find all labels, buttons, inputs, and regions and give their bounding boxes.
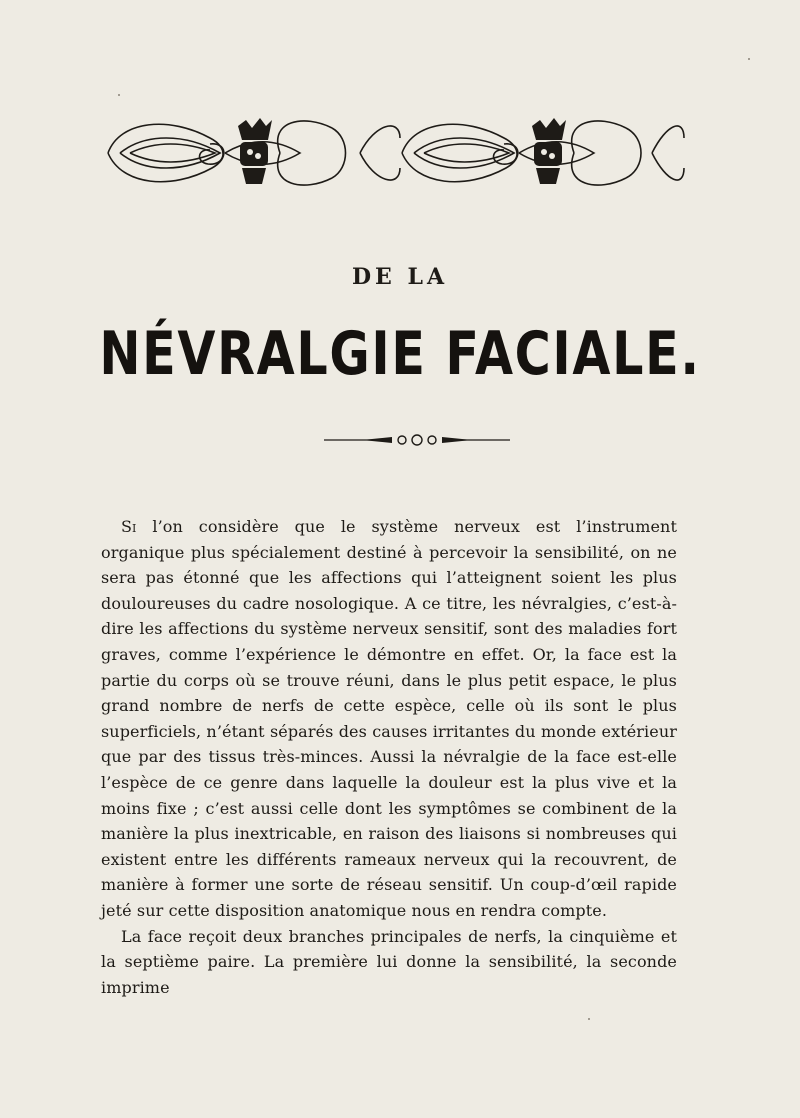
page-title: NÉVRALGIE FACIALE. (99, 319, 701, 389)
paper-speck (748, 58, 750, 60)
paragraph-initial: Si (121, 517, 137, 536)
paragraph-text: l’on considère que le système nerveux est l’instrument organique plus spécialement destiné à percevoir la sensibilité, on ne sera pas étonné que les affections qui l’atteignent soient les plus douloureuses du cadre nosologique. A ce titre, les névralgies, c’est-à-dire les affections du système nerveux sensitif, sont des maladies fort graves, comme l’expérience le démontre en effet. Or, la face est la partie du corps où se trouve réuni, dans le plus petit espace, le plus grand nombre de nerfs de cette espèce, celle où ils sont le plus superficiels, n’étant séparés des causes irritantes du monde extérieur que par des tissus très-minces. Aussi la névralgie de la face est-elle l’espèce de ce genre dans laquelle la douleur est la plus vive et la moins fixe ; c’est aussi celle dont les symptômes se combinent de la manière la plus inextricable, en raison des liaisons si nombreuses qui existent entre les différents rameaux nerveux qui la recouvrent, de manière à former une sorte de réseau sensitif. Un coup-d’œil rapide jeté sur cette disposition anatomique nous en rendra compte. (101, 517, 677, 920)
decorative-rule (322, 432, 512, 448)
paper-speck (118, 94, 120, 96)
main-text (101, 514, 677, 1000)
decorative-header-ornament (100, 108, 690, 198)
paper-speck (588, 1018, 590, 1020)
paragraph: La face reçoit deux branches principales de nerfs, la cinquième et la septième paire. La première lui donne la sensibilité, la seconde imprime (101, 926, 677, 997)
paragraph (101, 514, 677, 924)
title-prefix: DE LA (351, 264, 449, 290)
